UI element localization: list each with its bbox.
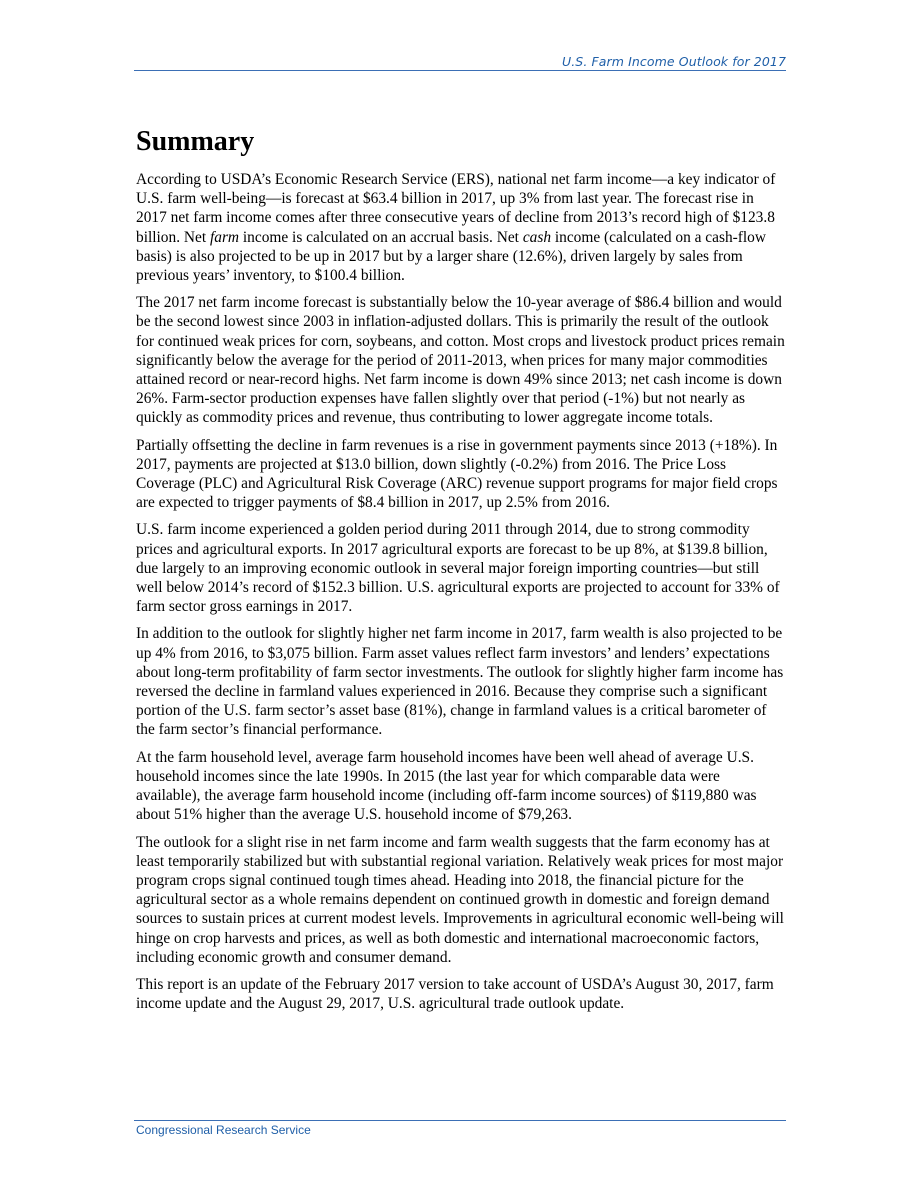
emphasis-cash: cash [522,228,552,246]
paragraph-5: In addition to the outlook for slightly higher net farm income in 2017, farm wealth is also projected to be up 4% from 2016, to $3,075 billion. Farm asset values reflect farm investors’ and lenders’ expectations about long-term profitability of farm sector investments. The outlook for slightly higher farm income has reversed the decline in farmland values experienced in 2016. Because they comprise such a significant portion of the U.S. farm sector’s asset base (81%), change in farmland values is a critical barometer of the farm sector’s financial performance. [136,625,784,739]
paragraph-4: U.S. farm income experienced a golden period during 2011 through 2014, due to strong commodity prices and agricultural exports. In 2017 agricultural exports are forecast to be up 8%, at $139.8 billion, due largely to an improving economic outlook in several major foreign importing countries—but still well below 2014’s record of $152.3 billion. U.S. agricultural exports are projected to account for 33% of farm sector gross earnings in 2017. [136,521,780,616]
header-divider [134,70,786,71]
paragraph-6: At the farm household level, average farm household incomes have been well ahead of average U.S. household incomes since the late 1990s. In 2015 (the last year for which comparable data were available), the average farm household income (including off-farm income sources) of $119,880 was about 51% higher than the average U.S. household income of $79,263. [136,748,757,824]
running-header-title: U.S. Farm Income Outlook for 2017 [561,54,786,69]
paragraph-1-part-c: income (calculated on a cash-flow basis) is also projected to be up in 2017 but by a larger share (12.6%), driven largely by sales from previous years’ inventory, to $100.4 billion. [136,228,766,285]
footer-divider [134,1120,786,1121]
paragraph-1 [136,170,788,285]
emphasis-farm: farm [209,228,240,246]
paragraph-1-part-b: income is calculated on an accrual basis. Net [239,228,523,246]
paragraph-2: The 2017 net farm income forecast is substantially below the 10-year average of $86.4 billion and would be the second lowest since 2003 in inflation-adjusted dollars. This is primarily the result of the outlook for continued weak prices for corn, soybeans, and cotton. Most crops and livestock product prices remain significantly below the average for the period of 2011-2013, when prices for many major commodities attained record or near-record highs. Net farm income is down 49% since 2013; net cash income is down 26%. Farm-sector production expenses have fallen slightly over that period (-1%) but not nearly as quickly as commodity prices and revenue, thus contributing to lower aggregate income totals. [136,294,785,427]
section-heading: Summary [136,126,255,157]
paragraph-8: This report is an update of the February 2017 version to take account of USDA’s August 30, 2017, farm income update and the August 29, 2017, U.S. agricultural trade outlook update. [136,975,774,1013]
paragraph-7: The outlook for a slight rise in net farm income and farm wealth suggests that the farm economy has at least temporarily stabilized but with substantial regional variation. Relatively weak prices for most major program crops signal continued tough times ahead. Heading into 2018, the financial picture for the agricultural sector as a whole remains dependent on continued growth in domestic and foreign demand sources to sustain prices at current modest levels. Improvements in agricultural economic well-being will hinge on crop harvests and prices, as well as both domestic and international macroeconomic factors, including economic growth and consumer demand. [136,833,784,966]
paragraph-1-part-a: According to USDA’s Economic Research Service (ERS), national net farm income—a key indicator of U.S. farm well-being—is forecast at $63.4 billion in 2017, up 3% from last year. The forecast rise in 2017 net farm income comes after three consecutive years of decline from 2013’s record high of $123.8 billion. Net [136,171,776,246]
report-body [136,122,788,1021]
paragraph-3: Partially offsetting the decline in farm revenues is a rise in government payments since 2013 (+18%). In 2017, payments are projected at $13.0 billion, down slightly (-0.2%) from 2016. The Price Loss Coverage (PLC) and Agricultural Risk Coverage (ARC) revenue support programs for major field crops are expected to trigger payments of $8.4 billion in 2017, up 2.5% from 2016. [136,436,778,512]
footer-organization: Congressional Research Service [136,1123,311,1137]
